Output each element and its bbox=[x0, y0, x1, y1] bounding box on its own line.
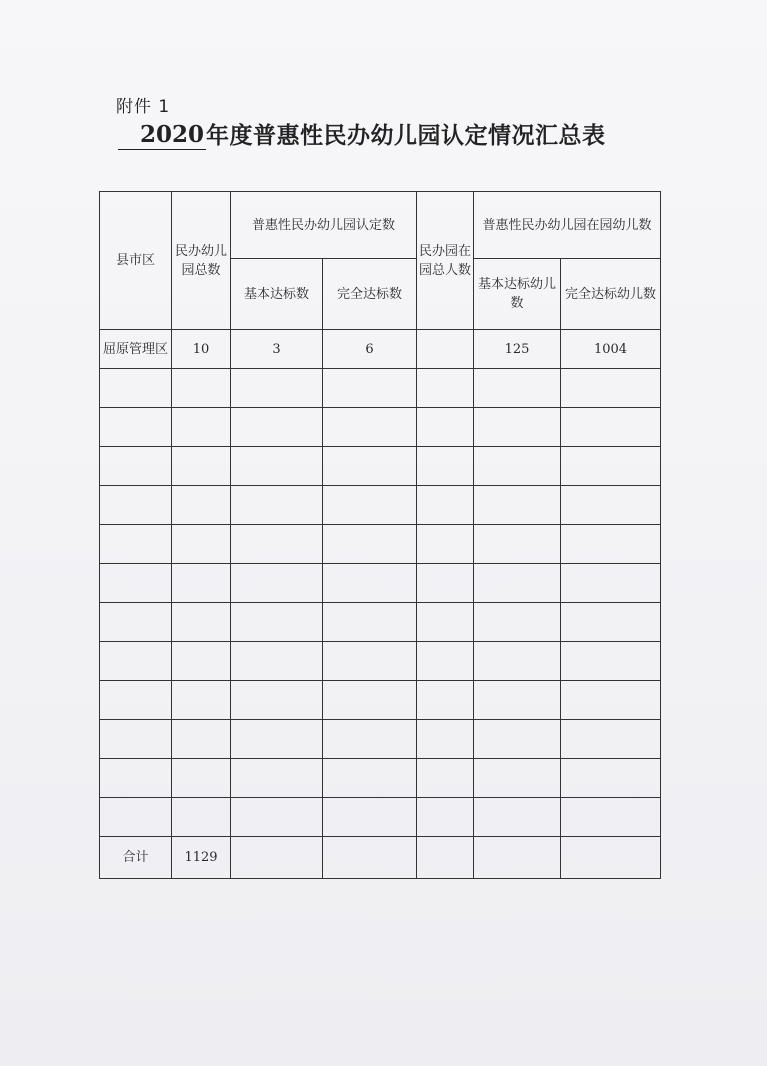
table-cell bbox=[231, 681, 323, 720]
table-cell bbox=[231, 759, 323, 798]
table-cell: 屈原管理区 bbox=[100, 330, 172, 369]
attachment-label: 附件 1 bbox=[116, 97, 171, 117]
table-row bbox=[100, 369, 661, 408]
header-full-standard: 完全达标数 bbox=[323, 259, 417, 330]
table-cell bbox=[100, 486, 172, 525]
table-cell bbox=[172, 369, 231, 408]
table-cell bbox=[100, 447, 172, 486]
table-cell: 1004 bbox=[561, 330, 661, 369]
table-cell: 6 bbox=[323, 330, 417, 369]
table-cell bbox=[172, 564, 231, 603]
table-cell bbox=[561, 564, 661, 603]
table-cell bbox=[231, 603, 323, 642]
header-row-1 bbox=[100, 192, 661, 259]
table-cell bbox=[231, 525, 323, 564]
table-cell bbox=[100, 525, 172, 564]
table-cell bbox=[172, 720, 231, 759]
table-cell bbox=[417, 408, 474, 447]
table-cell bbox=[231, 798, 323, 837]
table-cell bbox=[474, 603, 561, 642]
table-cell bbox=[323, 759, 417, 798]
table-cell bbox=[474, 486, 561, 525]
table-cell bbox=[561, 720, 661, 759]
table-cell bbox=[323, 720, 417, 759]
table-cell bbox=[100, 603, 172, 642]
table-cell bbox=[417, 798, 474, 837]
header-district: 县市区 bbox=[100, 192, 172, 330]
table-cell bbox=[172, 447, 231, 486]
table-row bbox=[100, 603, 661, 642]
table-cell bbox=[561, 642, 661, 681]
total-cell bbox=[231, 837, 323, 879]
table-cell bbox=[100, 720, 172, 759]
table-row bbox=[100, 330, 661, 369]
total-cell bbox=[417, 837, 474, 879]
table-cell bbox=[231, 564, 323, 603]
table-cell bbox=[323, 369, 417, 408]
table-cell: 10 bbox=[172, 330, 231, 369]
header-private-enrollment: 民办园在园总人数 bbox=[417, 192, 474, 330]
table-cell bbox=[417, 642, 474, 681]
table-row bbox=[100, 447, 661, 486]
total-private-count: 1129 bbox=[172, 837, 231, 879]
table-cell bbox=[474, 408, 561, 447]
table-cell bbox=[417, 369, 474, 408]
table-cell bbox=[323, 798, 417, 837]
table-cell bbox=[474, 759, 561, 798]
table-cell bbox=[172, 759, 231, 798]
table-cell bbox=[323, 447, 417, 486]
document-title bbox=[118, 121, 606, 150]
title-year: 2020 bbox=[118, 121, 206, 150]
table-cell bbox=[474, 525, 561, 564]
table-row bbox=[100, 759, 661, 798]
table-cell bbox=[231, 369, 323, 408]
table-cell bbox=[561, 798, 661, 837]
table-cell bbox=[417, 330, 474, 369]
table-cell bbox=[561, 369, 661, 408]
table-cell bbox=[417, 681, 474, 720]
table-cell bbox=[172, 681, 231, 720]
table-row bbox=[100, 408, 661, 447]
table-cell bbox=[323, 564, 417, 603]
table-cell bbox=[231, 642, 323, 681]
table-row bbox=[100, 525, 661, 564]
table-cell bbox=[561, 681, 661, 720]
table-row bbox=[100, 720, 661, 759]
table-cell bbox=[474, 564, 561, 603]
title-text: 年度普惠性民办幼儿园认定情况汇总表 bbox=[206, 122, 606, 149]
table-cell bbox=[100, 564, 172, 603]
table-cell bbox=[417, 759, 474, 798]
table-row bbox=[100, 798, 661, 837]
table-row bbox=[100, 642, 661, 681]
total-cell bbox=[561, 837, 661, 879]
table-cell bbox=[417, 447, 474, 486]
table-cell bbox=[323, 681, 417, 720]
table-cell bbox=[172, 603, 231, 642]
table-cell bbox=[561, 525, 661, 564]
table-cell bbox=[561, 759, 661, 798]
table-cell bbox=[474, 369, 561, 408]
table-cell bbox=[561, 408, 661, 447]
table-cell bbox=[474, 447, 561, 486]
table-cell bbox=[474, 642, 561, 681]
table-cell bbox=[100, 408, 172, 447]
table-cell bbox=[172, 408, 231, 447]
table-cell bbox=[323, 408, 417, 447]
table-cell bbox=[100, 642, 172, 681]
table-cell bbox=[474, 798, 561, 837]
table-cell bbox=[100, 798, 172, 837]
table-row bbox=[100, 486, 661, 525]
total-cell bbox=[474, 837, 561, 879]
table-cell bbox=[323, 603, 417, 642]
table-cell bbox=[231, 486, 323, 525]
table-cell bbox=[474, 720, 561, 759]
table-cell bbox=[100, 681, 172, 720]
total-cell bbox=[323, 837, 417, 879]
table-cell: 3 bbox=[231, 330, 323, 369]
table-cell bbox=[172, 642, 231, 681]
table-cell bbox=[172, 486, 231, 525]
total-label: 合计 bbox=[100, 837, 172, 879]
table-cell bbox=[323, 642, 417, 681]
table-cell: 125 bbox=[474, 330, 561, 369]
table-cell bbox=[561, 447, 661, 486]
header-full-children: 完全达标幼儿数 bbox=[561, 259, 661, 330]
table-cell bbox=[100, 369, 172, 408]
table-cell bbox=[417, 525, 474, 564]
header-basic-standard: 基本达标数 bbox=[231, 259, 323, 330]
table-cell bbox=[417, 720, 474, 759]
table-cell bbox=[231, 447, 323, 486]
table-cell bbox=[100, 759, 172, 798]
table-cell bbox=[561, 486, 661, 525]
header-recognized-group: 普惠性民办幼儿园认定数 bbox=[231, 192, 417, 259]
table-cell bbox=[231, 408, 323, 447]
table-row bbox=[100, 681, 661, 720]
table-cell bbox=[172, 525, 231, 564]
header-total-private: 民办幼儿园总数 bbox=[172, 192, 231, 330]
table-body bbox=[100, 330, 661, 837]
total-row bbox=[100, 837, 661, 879]
header-children-group: 普惠性民办幼儿园在园幼儿数 bbox=[474, 192, 661, 259]
table-cell bbox=[417, 603, 474, 642]
table-cell bbox=[323, 486, 417, 525]
table-row bbox=[100, 564, 661, 603]
table-cell bbox=[474, 681, 561, 720]
table-cell bbox=[561, 603, 661, 642]
table-cell bbox=[172, 798, 231, 837]
table-cell bbox=[231, 720, 323, 759]
summary-table bbox=[99, 191, 661, 879]
table-cell bbox=[417, 486, 474, 525]
table-cell bbox=[323, 525, 417, 564]
header-basic-children: 基本达标幼儿数 bbox=[474, 259, 561, 330]
table-cell bbox=[417, 564, 474, 603]
